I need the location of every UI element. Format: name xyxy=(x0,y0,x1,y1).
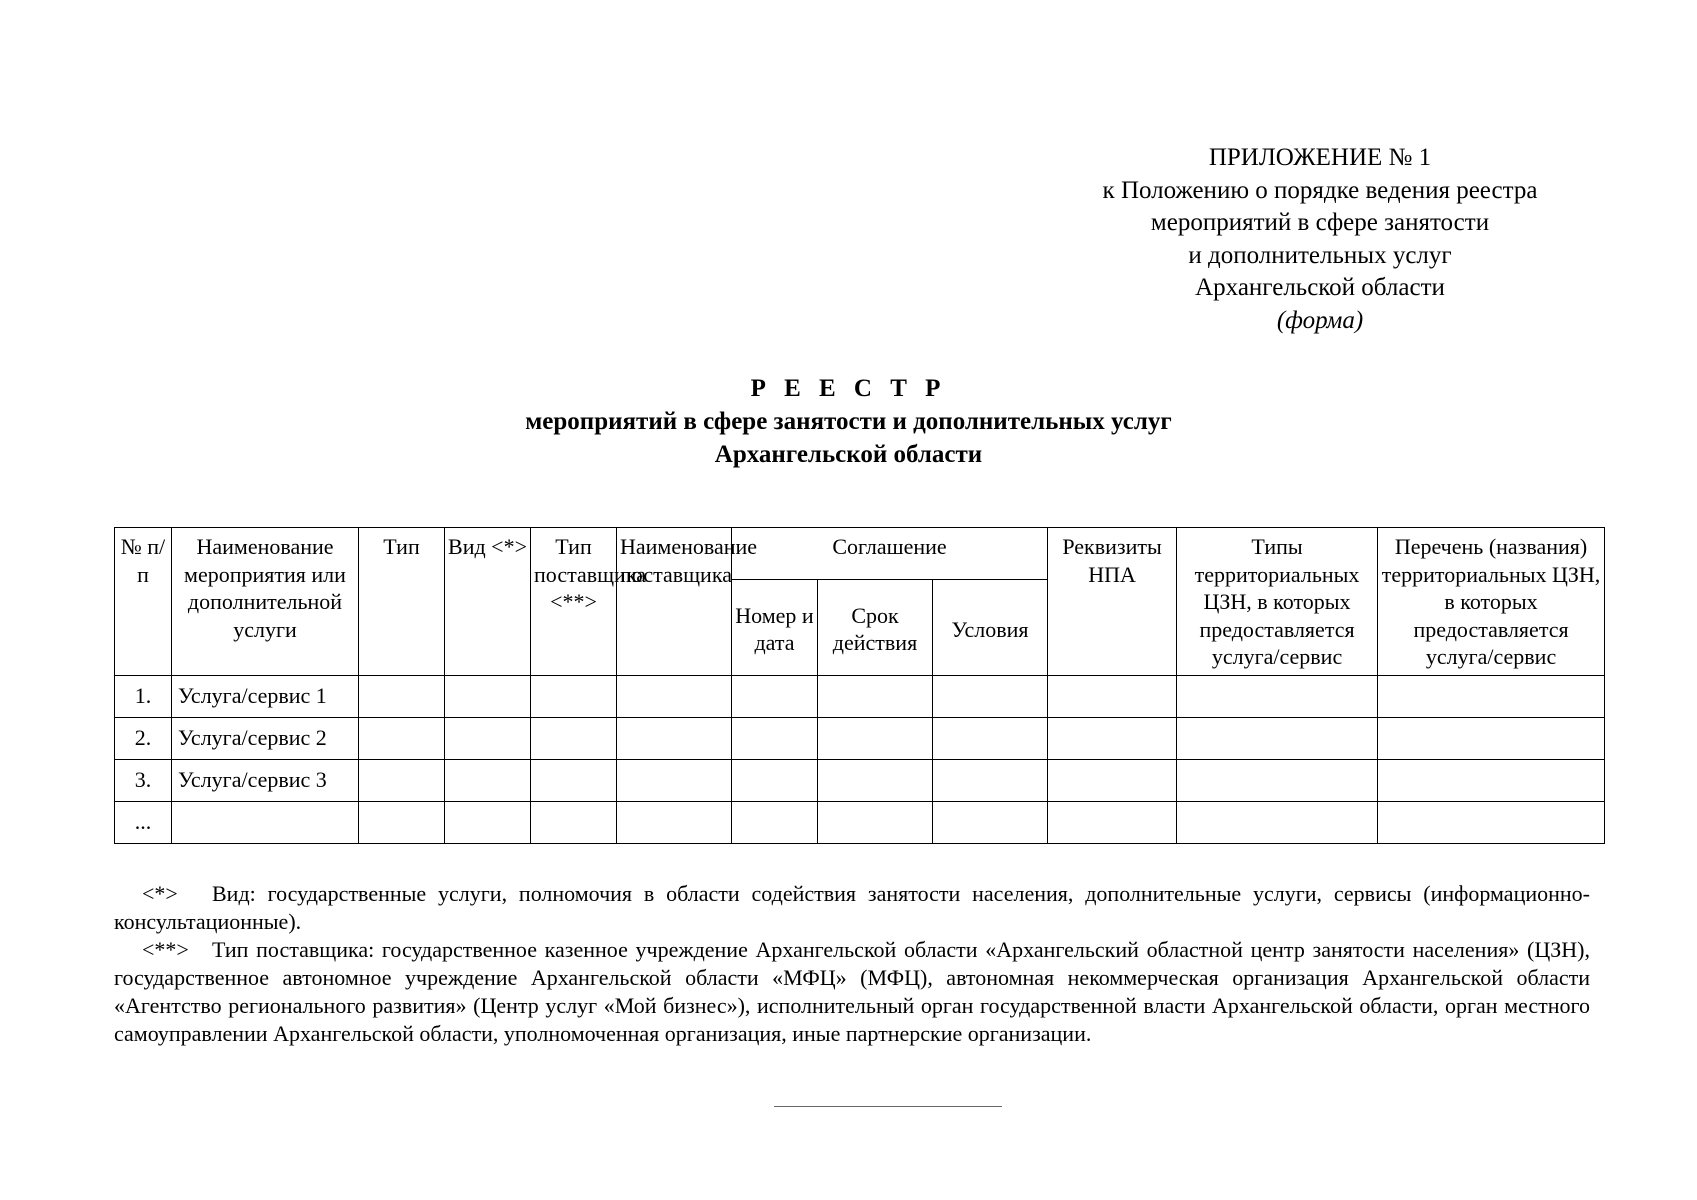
empty-cell xyxy=(531,801,617,843)
empty-cell xyxy=(1378,717,1605,759)
row-num: 1. xyxy=(115,675,172,717)
empty-cell xyxy=(732,759,818,801)
empty-cell xyxy=(818,675,933,717)
header-agreement-term: Срок действия xyxy=(818,580,933,675)
header-row xyxy=(115,528,1605,580)
empty-cell xyxy=(445,717,531,759)
header-supplier-type: Тип поставщика <**> xyxy=(531,528,617,676)
empty-cell xyxy=(445,675,531,717)
header-agreement-conditions: Условия xyxy=(933,580,1048,675)
footnote-kind-mark: <*> xyxy=(142,881,178,906)
row-name: Услуга/сервис 3 xyxy=(172,759,359,801)
header-czn-list: Перечень (названия) территориальных ЦЗН, в которых предоставляется услуга/сервис xyxy=(1378,528,1605,676)
empty-cell xyxy=(445,801,531,843)
header-kind: Вид <*> xyxy=(445,528,531,676)
empty-cell xyxy=(1378,759,1605,801)
footnotes xyxy=(114,880,1590,1048)
footnote-supplier-type-mark: <**> xyxy=(142,937,189,962)
empty-cell xyxy=(531,717,617,759)
header-agreement: Соглашение xyxy=(732,528,1048,580)
empty-cell xyxy=(933,801,1048,843)
empty-cell xyxy=(617,717,732,759)
appendix-reference-line: мероприятий в сфере занятости xyxy=(1150,209,1490,236)
empty-cell xyxy=(617,675,732,717)
title-subject: мероприятий в сфере занятости и дополнительных услуг xyxy=(525,408,1172,435)
empty-cell xyxy=(1048,717,1177,759)
empty-cell xyxy=(1378,801,1605,843)
empty-cell xyxy=(732,801,818,843)
row-num: 3. xyxy=(115,759,172,801)
appendix-reference-line: Архангельской области xyxy=(1195,274,1445,301)
row-name: Услуга/сервис 1 xyxy=(172,675,359,717)
empty-cell xyxy=(1177,675,1378,717)
row-num: 2. xyxy=(115,717,172,759)
header-num: № п/п xyxy=(115,528,172,676)
table-row xyxy=(115,675,1605,717)
title-region: Архангельской области xyxy=(714,441,983,468)
empty-cell xyxy=(732,675,818,717)
empty-cell xyxy=(1177,801,1378,843)
footnote-kind xyxy=(114,880,1590,936)
header-agreement-number: Номер и дата xyxy=(732,580,818,675)
footnote-supplier-type-text: Тип поставщика: государственное казенное учреждение Архангельской области «Архангельский областной центр занятости населения» (ЦЗН), государственное автономное учреждение Архангельской области «МФЦ» (МФЦ), автономная некоммерческая организация Архангельской области «Агентство регионального развития» (Центр услуг «Мой бизнес»), исполнительный орган государственной власти Архангельской области, орган местного самоуправлении Архангельской области, уполномоченная организация, иные партнерские организации. xyxy=(114,937,1590,1046)
registry-table xyxy=(114,527,1605,844)
row-num: ... xyxy=(115,801,172,843)
closing-rule xyxy=(774,1106,1002,1107)
empty-cell xyxy=(818,717,933,759)
document-title xyxy=(0,372,1697,471)
empty-cell xyxy=(1378,675,1605,717)
table-row xyxy=(115,759,1605,801)
header-type: Тип xyxy=(359,528,445,676)
empty-cell xyxy=(818,759,933,801)
empty-cell xyxy=(359,675,445,717)
appendix-header xyxy=(1030,142,1610,337)
empty-cell xyxy=(617,801,732,843)
empty-cell xyxy=(933,717,1048,759)
empty-cell xyxy=(445,759,531,801)
footnote-supplier-type xyxy=(114,936,1590,1048)
empty-cell xyxy=(531,675,617,717)
row-name: Услуга/сервис 2 xyxy=(172,717,359,759)
empty-cell xyxy=(933,675,1048,717)
header-supplier-name: Наименование поставщика xyxy=(617,528,732,676)
empty-cell xyxy=(1177,759,1378,801)
empty-cell xyxy=(531,759,617,801)
empty-cell xyxy=(818,801,933,843)
title-registry: Р Е Е С Т Р xyxy=(750,375,947,402)
appendix-number: ПРИЛОЖЕНИЕ № 1 xyxy=(1208,144,1432,171)
empty-cell xyxy=(359,801,445,843)
header-czn-types: Типы территориальных ЦЗН, в которых предоставляется услуга/сервис xyxy=(1177,528,1378,676)
empty-cell xyxy=(1048,801,1177,843)
footnote-kind-text: Вид: государственные услуги, полномочия в области содействия занятости населения, дополнительные услуги, сервисы (информационно-консультационные). xyxy=(114,881,1590,934)
appendix-reference-line: и дополнительных услуг xyxy=(1188,241,1452,269)
row-name xyxy=(172,801,359,843)
table-row xyxy=(115,717,1605,759)
empty-cell xyxy=(359,759,445,801)
empty-cell xyxy=(1177,717,1378,759)
empty-cell xyxy=(732,717,818,759)
empty-cell xyxy=(1048,759,1177,801)
appendix-reference-line: к Положению о порядке ведения реестра xyxy=(1102,176,1538,204)
empty-cell xyxy=(1048,675,1177,717)
header-npa: Реквизиты НПА xyxy=(1048,528,1177,676)
appendix-form-label: (форма) xyxy=(1276,306,1364,334)
header-name: Наименование мероприятия или дополнительной услуги xyxy=(172,528,359,676)
table-row xyxy=(115,801,1605,843)
empty-cell xyxy=(933,759,1048,801)
empty-cell xyxy=(617,759,732,801)
empty-cell xyxy=(359,717,445,759)
